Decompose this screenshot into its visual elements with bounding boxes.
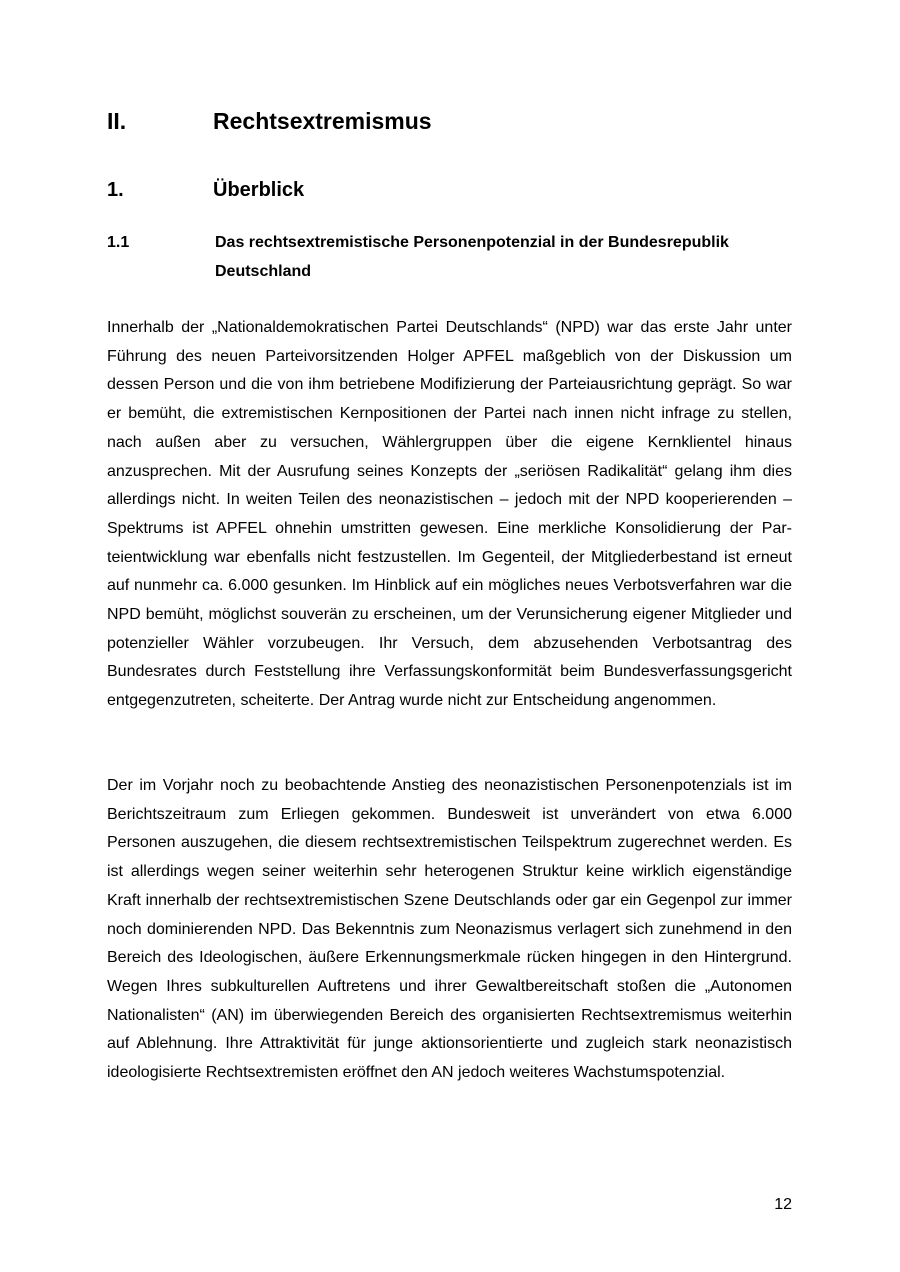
document-page <box>107 0 792 1272</box>
chapter-title: Rechtsextremismus <box>213 108 432 134</box>
subsection-number: 1.1 <box>107 234 130 251</box>
subsection-title: Das rechtsextremistische Personenpotenzial in der Bundesrepublik Deutschland <box>215 234 729 280</box>
section-number: 1. <box>107 179 124 201</box>
section-title: Überblick <box>213 179 305 201</box>
page-number: 12 <box>774 1196 792 1213</box>
body-paragraph: Innerhalb der „Nationaldemokratischen Partei Deutschlands“ (NPD) war das erste Jahr unter Führung des neuen Parteivorsitzenden Holger APFEL maßgeblich von der Diskussion um dessen Person und die von ihm betriebene Modifizierung der Parteiausrichtung geprägt. So war er bemüht, die extremistischen Kernpositionen der Partei nach innen nicht infrage zu stellen, nach außen aber zu versuchen, Wählergruppen über die eigene Kernklientel hinaus anzusprechen. Mit der Ausrufung seines Konzepts der „seriösen Radikalität“ gelang ihm dies allerdings nicht. In weiten Teilen des neonazistischen – jedoch mit der NPD kooperierenden – Spektrums ist APFEL ohnehin umstritten gewesen. Eine merkliche Konsolidierung der Parteientwicklung war ebenfalls nicht festzustellen. Im Gegenteil, der Mitgliederbestand ist erneut auf nunmehr ca. 6.000 gesunken. Im Hinblick auf ein mögliches neues Verbotsverfahren war die NPD bemüht, möglichst souverän zu erscheinen, um der Verunsicherung eigener Mitglieder und potenzieller Wähler vorzubeugen. Ihr Versuch, dem abzusehenden Verbotsantrag des Bundesrates durch Feststellung ihre Verfassungskonformität beim Bundesverfassungsgericht entgegenzutreten, scheiterte. Der Antrag wurde nicht zur Entscheidung angenommen. <box>107 319 792 710</box>
body-paragraph: Der im Vorjahr noch zu beobachtende Anstieg des neonazistischen Personenpotenzials ist im Berichtszeitraum zum Erliegen gekommen. Bundesweit ist unverändert von etwa 6.000 Personen auszugehen, die diesem rechtsextremistischen Teilspektrum zugerechnet werden. Es ist allerdings wegen seiner weiterhin sehr heterogenen Struktur keine wirklich eigenständige Kraft innerhalb der rechtsextremistischen Szene Deutschlands oder gar ein Gegenpol zur immer noch dominierenden NPD. Das Bekenntnis zum Neonazismus verlagert sich zunehmend in den Bereich des Ideologischen, äußere Erkennungsmerkmale rücken hingegen in den Hintergrund. Wegen Ihres subkulturellen Auftretens und ihrer Gewaltbereitschaft stoßen die „Autonomen Nationalisten“ (AN) im überwiegenden Bereich des organisierten Rechtsextremismus weiterhin auf Ablehnung. Ihre Attraktivität für junge aktionsorientierte und zugleich stark neonazistisch ideologisierte Rechtsextremisten eröffnet den AN jedoch weiteres Wachstumspotenzial. <box>107 777 792 1082</box>
chapter-number: II. <box>107 108 127 134</box>
